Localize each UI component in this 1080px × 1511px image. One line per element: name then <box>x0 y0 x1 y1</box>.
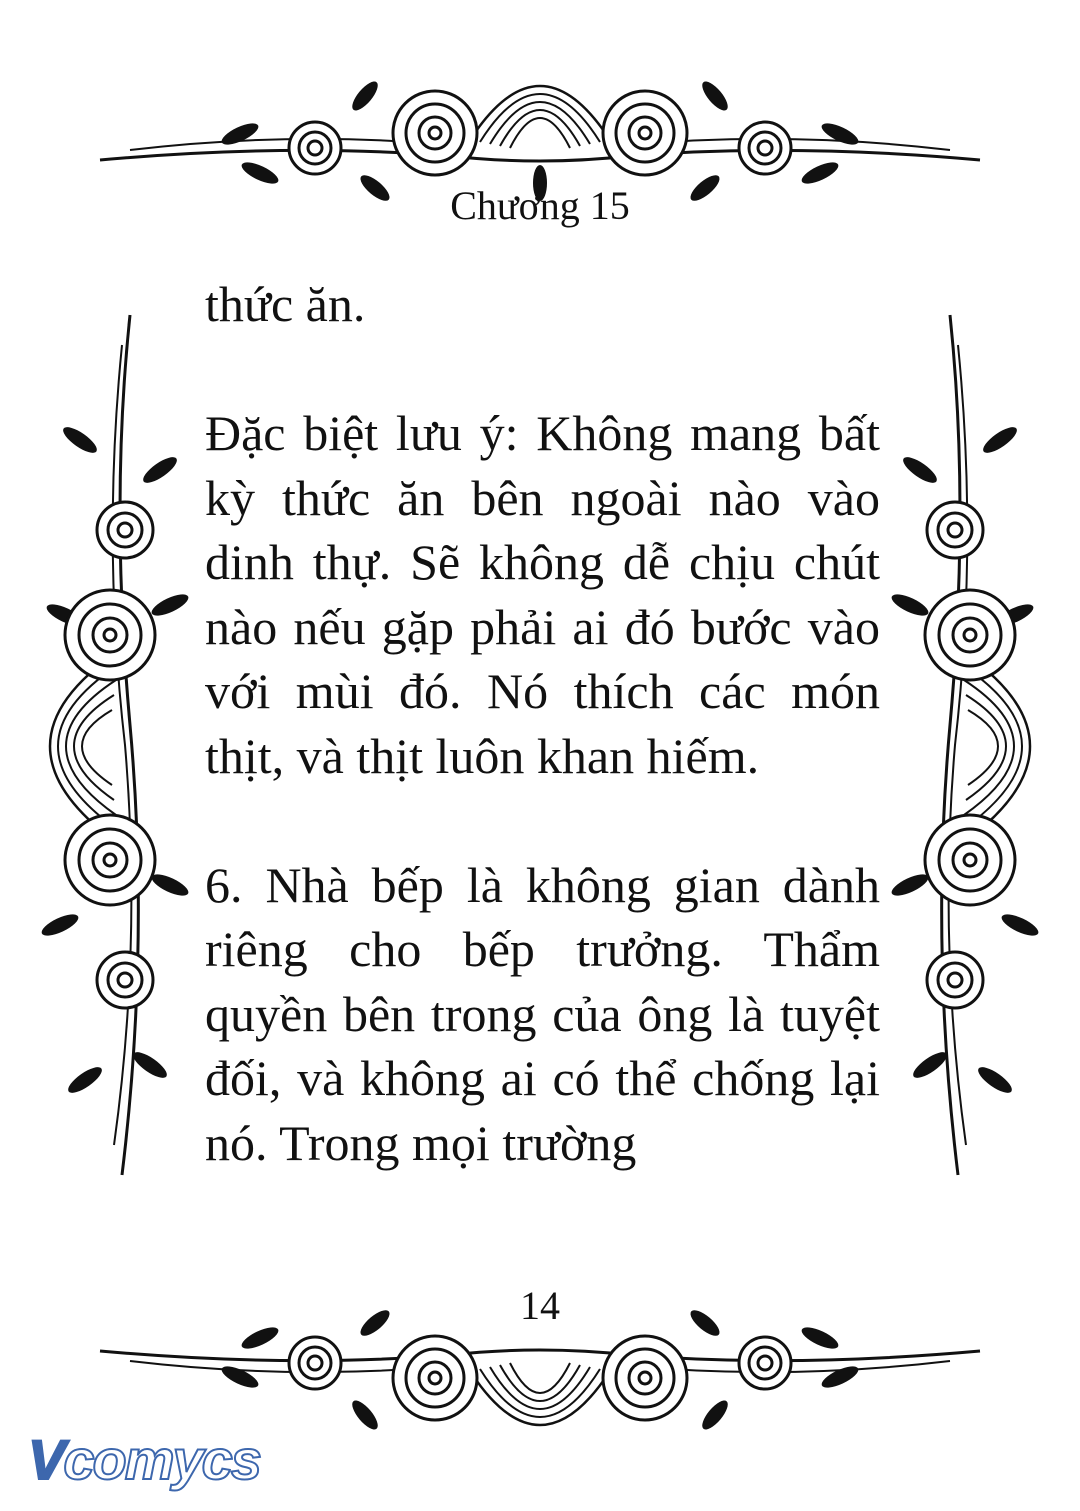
watermark-initial: V <box>28 1428 64 1491</box>
paragraph-2: Đặc biệt lưu ý: Không mang bất kỳ thức ăn bên ngoài nào vào dinh thự. Sẽ không dễ chịu chút nào nếu gặp phải ai đó bước vào với mùi đó. Nó thích các món thịt, và thịt luôn khan hiếm. <box>205 405 880 784</box>
right-rose-border <box>890 305 1070 1185</box>
paragraph-3: 6. Nhà bếp là không gian dành riêng cho bếp trưởng. Thẩm quyền bên trong của ông là tuyệt đối, và không ai có thể chống lại nó. Trong mọi trường <box>205 856 880 1171</box>
page-number: 14 <box>520 1283 560 1328</box>
left-rose-border <box>10 305 190 1185</box>
watermark-rest: comycs <box>63 1428 260 1491</box>
chapter-title: Chương 15 <box>450 183 630 228</box>
watermark-logo <box>28 1428 260 1492</box>
paragraph-1: thức ăn. <box>205 276 366 332</box>
chapter-body <box>205 272 880 1175</box>
